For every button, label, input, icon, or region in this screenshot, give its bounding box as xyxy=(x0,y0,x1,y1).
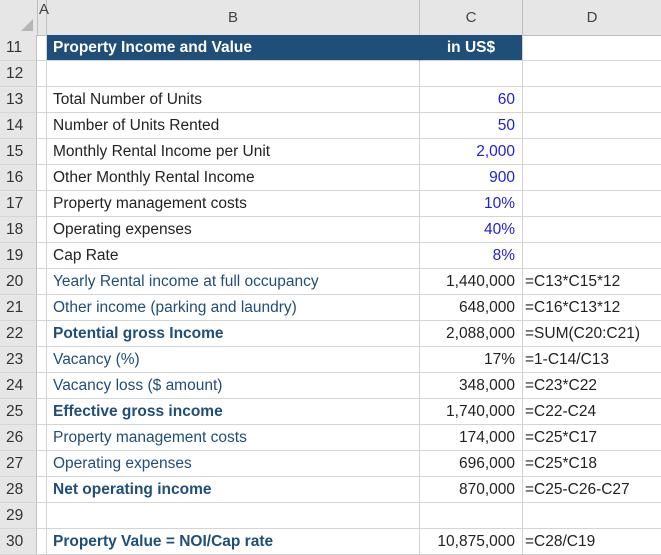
cell-value[interactable]: in US$ xyxy=(420,35,523,61)
cell-label[interactable]: Other Monthly Rental Income xyxy=(47,165,420,191)
row-header[interactable]: 15 xyxy=(0,139,37,165)
cell-formula[interactable]: =C25-C26-C27 xyxy=(523,477,661,503)
row-header[interactable]: 18 xyxy=(0,217,37,243)
cell-label[interactable]: Yearly Rental income at full occupancy xyxy=(47,269,420,295)
table-row xyxy=(0,503,661,529)
cell-value[interactable]: 174,000 xyxy=(420,425,523,451)
row-header[interactable]: 12 xyxy=(0,61,37,87)
cell-a[interactable] xyxy=(37,529,47,555)
table-row xyxy=(0,347,661,373)
cell-label[interactable]: Vacancy (%) xyxy=(47,347,420,373)
column-header-row xyxy=(0,0,661,36)
cell-label[interactable]: Property management costs xyxy=(47,191,420,217)
table-row xyxy=(0,191,661,217)
cell-value[interactable]: 40% xyxy=(420,217,523,243)
cell-a[interactable] xyxy=(37,373,47,399)
cell-value[interactable]: 1,440,000 xyxy=(420,269,523,295)
cell-formula[interactable] xyxy=(523,217,661,243)
cell-label[interactable]: Other income (parking and laundry) xyxy=(47,295,420,321)
column-header-a[interactable]: A xyxy=(37,0,47,35)
cell-value[interactable]: 50 xyxy=(420,113,523,139)
cell-a[interactable] xyxy=(37,399,47,425)
cell-value[interactable]: 348,000 xyxy=(420,373,523,399)
cell-label[interactable]: Total Number of Units xyxy=(47,87,420,113)
cell-formula[interactable] xyxy=(523,61,661,87)
table-row xyxy=(0,87,661,113)
cell-a[interactable] xyxy=(37,269,47,295)
cell-formula[interactable] xyxy=(523,139,661,165)
cell-formula[interactable]: =C16*C13*12 xyxy=(523,295,661,321)
cell-a[interactable] xyxy=(37,191,47,217)
table-row xyxy=(0,217,661,243)
select-all-triangle-icon xyxy=(21,19,33,31)
row-header[interactable]: 11 xyxy=(0,35,37,61)
row-header[interactable]: 19 xyxy=(0,243,37,269)
cell-value[interactable]: 8% xyxy=(420,243,523,269)
table-row xyxy=(0,243,661,269)
cell-value[interactable]: 10% xyxy=(420,191,523,217)
cell-a[interactable] xyxy=(37,165,47,191)
table-row xyxy=(0,295,661,321)
cell-a[interactable] xyxy=(37,87,47,113)
table-row xyxy=(0,165,661,191)
cell-label[interactable]: Property Income and Value xyxy=(47,35,420,61)
cell-label[interactable]: Net operating income xyxy=(47,477,420,503)
cell-formula[interactable] xyxy=(523,191,661,217)
row-header[interactable]: 27 xyxy=(0,451,37,477)
column-header-b[interactable]: B xyxy=(47,0,420,35)
cell-a[interactable] xyxy=(37,321,47,347)
cell-formula[interactable]: =SUM(C20:C21) xyxy=(523,321,661,347)
row-header[interactable]: 17 xyxy=(0,191,37,217)
column-header-d[interactable]: D xyxy=(586,9,598,26)
cell-value[interactable] xyxy=(420,61,523,87)
cell-a[interactable] xyxy=(37,35,47,61)
cell-value[interactable]: 1,740,000 xyxy=(420,399,523,425)
cell-formula[interactable] xyxy=(523,113,661,139)
cell-value[interactable]: 10,875,000 xyxy=(420,529,523,555)
table-row xyxy=(0,529,661,555)
cell-label[interactable]: Operating expenses xyxy=(47,451,420,477)
cell-value[interactable]: 2,088,000 xyxy=(420,321,523,347)
row-header[interactable]: 30 xyxy=(0,529,37,555)
cell-label[interactable]: Property management costs xyxy=(47,425,420,451)
row-header[interactable]: 26 xyxy=(0,425,37,451)
row-header[interactable]: 23 xyxy=(0,347,37,373)
table-row xyxy=(0,113,661,139)
cell-a[interactable] xyxy=(37,295,47,321)
cell-value[interactable]: 648,000 xyxy=(420,295,523,321)
row-header[interactable]: 16 xyxy=(0,165,37,191)
column-header-c[interactable]: C xyxy=(420,0,523,35)
cell-label[interactable]: Number of Units Rented xyxy=(47,113,420,139)
cell-value[interactable]: 2,000 xyxy=(420,139,523,165)
cell-value[interactable]: 870,000 xyxy=(420,477,523,503)
cell-label[interactable]: Monthly Rental Income per Unit xyxy=(47,139,420,165)
row-header[interactable]: 28 xyxy=(0,477,37,503)
cell-label[interactable]: Cap Rate xyxy=(47,243,420,269)
cell-label[interactable]: Operating expenses xyxy=(47,217,420,243)
cell-formula[interactable]: =C22-C24 xyxy=(523,399,661,425)
cell-formula[interactable] xyxy=(523,503,661,529)
table-row xyxy=(0,477,661,503)
cell-value[interactable] xyxy=(420,503,523,529)
row-header[interactable]: 21 xyxy=(0,295,37,321)
cell-formula[interactable]: =C25*C18 xyxy=(523,451,661,477)
row-header[interactable]: 13 xyxy=(0,87,37,113)
cell-formula[interactable]: =1-C14/C13 xyxy=(523,347,661,373)
cell-a[interactable] xyxy=(37,139,47,165)
cell-a[interactable] xyxy=(37,503,47,529)
cell-label[interactable]: Effective gross income xyxy=(47,399,420,425)
cell-a[interactable] xyxy=(37,113,47,139)
cell-a[interactable] xyxy=(37,61,47,87)
table-row xyxy=(0,139,661,165)
cell-formula[interactable]: =C23*C22 xyxy=(523,373,661,399)
row-header[interactable]: 14 xyxy=(0,113,37,139)
cell-formula[interactable]: =C13*C15*12 xyxy=(523,269,661,295)
cell-a[interactable] xyxy=(37,243,47,269)
cell-label[interactable]: Vacancy loss ($ amount) xyxy=(47,373,420,399)
table-row xyxy=(0,399,661,425)
cell-formula[interactable] xyxy=(523,87,661,113)
cell-a[interactable] xyxy=(37,217,47,243)
cell-formula[interactable]: =C25*C17 xyxy=(523,425,661,451)
row-header[interactable]: 20 xyxy=(0,269,37,295)
table-row xyxy=(0,373,661,399)
cell-a[interactable] xyxy=(37,451,47,477)
select-all-corner[interactable] xyxy=(0,0,38,35)
cell-formula[interactable] xyxy=(523,35,661,61)
table-row xyxy=(0,35,661,61)
table-row xyxy=(0,425,661,451)
cell-a[interactable] xyxy=(37,425,47,451)
cell-formula[interactable] xyxy=(523,165,661,191)
cell-label[interactable]: Potential gross Income xyxy=(47,321,420,347)
table-row xyxy=(0,269,661,295)
row-header[interactable]: 24 xyxy=(0,373,37,399)
cell-a[interactable] xyxy=(37,477,47,503)
row-header[interactable]: 29 xyxy=(0,503,37,529)
cell-formula[interactable] xyxy=(523,243,661,269)
cell-value[interactable]: 17% xyxy=(420,347,523,373)
cell-formula[interactable]: =C28/C19 xyxy=(523,529,661,555)
cell-value[interactable]: 900 xyxy=(420,165,523,191)
table-row xyxy=(0,321,661,347)
row-header[interactable]: 25 xyxy=(0,399,37,425)
table-row xyxy=(0,451,661,477)
row-header[interactable]: 22 xyxy=(0,321,37,347)
cell-label[interactable] xyxy=(47,61,420,87)
cell-value[interactable]: 60 xyxy=(420,87,523,113)
cell-label[interactable] xyxy=(47,503,420,529)
cell-a[interactable] xyxy=(37,347,47,373)
cell-value[interactable]: 696,000 xyxy=(420,451,523,477)
table-row xyxy=(0,61,661,87)
cell-label[interactable]: Property Value = NOI/Cap rate xyxy=(47,529,420,555)
